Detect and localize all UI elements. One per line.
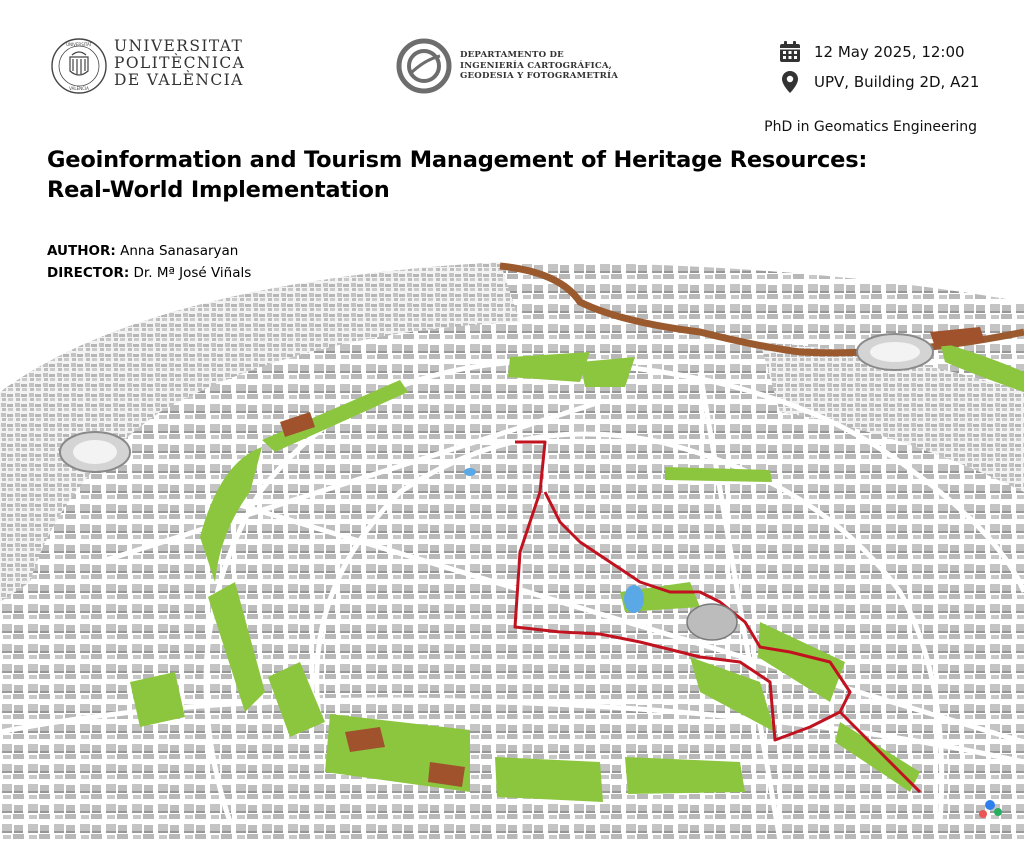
university-name-line-2: POLITÈCNICA [114,54,246,72]
author-label: AUTHOR: [47,243,116,259]
thesis-title-line-1: Geoinformation and Tourism Management of Heritage Resources: [47,147,868,173]
city-3d-map [0,262,1024,841]
thesis-title [47,145,987,205]
author-name: Anna Sanasaryan [120,243,239,259]
upv-seal-logo [50,37,108,95]
department-name-line-2: INGENIERÍA CARTOGRÁFICA, [460,60,612,71]
location-pin-icon [778,70,802,94]
department-name [460,50,618,82]
university-name-line-1: UNIVERSITAT [114,37,244,55]
svg-text:UNIVERSITAT: UNIVERSITAT [66,42,92,47]
event-location: UPV, Building 2D, A21 [814,73,980,91]
event-datetime: 12 May 2025, 12:00 [814,43,965,61]
thesis-title-line-2: Real-World Implementation [47,177,390,203]
department-logo [396,38,452,94]
director-name: Dr. Mª José Viñals [133,265,252,281]
department-name-line-1: DEPARTAMENTO DE [460,50,564,60]
university-name-line-3: DE VALÈNCIA [114,71,244,89]
program-name: PhD in Geomatics Engineering [764,119,977,135]
university-name [114,38,245,89]
header [0,0,1024,110]
event-date-row [778,37,979,67]
central-monument [687,604,737,640]
department-name-line-3: GEODESIA Y FOTOGRAMETRÍA [460,71,619,81]
svg-text:VALÈNCIA: VALÈNCIA [69,86,89,91]
calendar-icon [778,40,802,64]
event-info [778,37,979,97]
director-label: DIRECTOR: [47,265,130,281]
author-line [47,240,251,262]
event-location-row [778,67,979,97]
